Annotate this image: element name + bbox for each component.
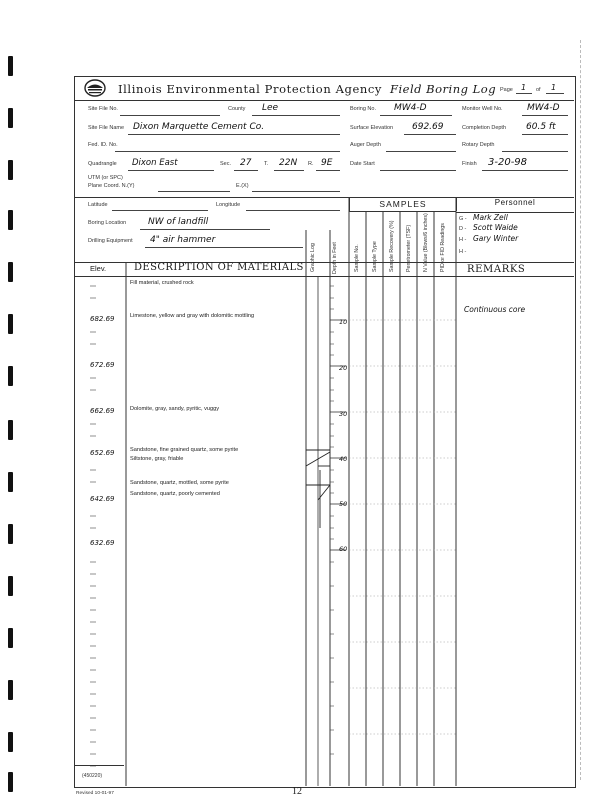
site-file-no-label: Site File No. [88,106,118,112]
page-of-label: of [536,87,541,93]
revised-date: Revised 10-01-97 [76,791,114,796]
depth-label: 20 [339,364,348,372]
page-number-footer: 12 [292,786,302,797]
personnel-header: Personnel [494,198,536,207]
depth-label: 60 [339,545,348,553]
site-name-value: Dixon Marquette Cement Co. [133,122,265,132]
t-label: T. [264,161,269,167]
drilling-equipment-value: 4" air hammer [150,235,216,245]
remarks-header: REMARKS [467,264,526,275]
graphic-log-header: Graphic Log [310,243,316,272]
description-header: DESCRIPTION OF MATERIALS [134,262,304,273]
date-start-label: Date Start [350,161,375,167]
fed-id-label: Fed. ID. No. [88,142,118,148]
personnel-name: Scott Waide [473,223,518,232]
site-name-label: Site File Name [88,125,125,131]
depth-header: Depth in Feet [332,242,338,274]
agency-name: Illinois Environmental Protection Agency [118,82,383,96]
boring-location-label: Boring Location [88,220,127,226]
r-label: R. [308,161,314,167]
boring-location-value: NW of landfill [148,217,209,227]
personnel-name: Gary Winter [473,234,519,243]
material-row: Fill material, crushed rock [130,280,194,286]
elevation-label: 672.69 [90,361,115,369]
longitude-label: Longitude [216,202,241,208]
sample-no-header: Sample No. [354,244,360,272]
personnel-name: Mark Zell [473,213,508,222]
n-value-header: N Value (Blows/6 inches) [423,213,429,272]
form-code: (450220) [82,773,103,779]
auger-depth-label: Auger Depth [350,142,381,148]
elevation-label: 632.69 [90,539,115,547]
finish-value: 3-20-98 [488,157,528,168]
page-label: Page [500,87,513,93]
boring-no-label: Boring No. [350,106,376,112]
plane-coord-label: Plane Coord. N.(Y) [88,183,135,189]
material-row: Sandstone, fine grained quartz, some pyrite [130,447,239,453]
county-value: Lee [262,103,279,113]
personnel-code: H - [459,237,467,243]
r-value: 9E [321,158,333,168]
surface-elev-label: Surface Elevation [350,125,394,131]
utm-label: UTM (or SPC) [88,175,123,181]
depth-label: 50 [339,500,348,508]
pid-header: PID or FID Readings [440,223,446,272]
t-value: 22N [279,158,298,168]
depth-label: 10 [339,318,348,326]
completion-depth-label: Completion Depth [462,125,507,131]
personnel-code: H - [459,249,467,255]
drilling-equipment-label: Drilling Equipment [88,238,133,244]
elevation-label: 642.69 [90,495,115,503]
material-row: Sandstone, quartz, poorly cemented [130,491,220,497]
sample-type-header: Sample Type [372,241,378,272]
county-label: County [228,106,246,112]
page-number: 1 [521,83,527,92]
rotary-depth-label: Rotary Depth [462,142,495,148]
sample-recovery-header: Sample Recovery (%) [389,220,395,272]
elevation-label: 682.69 [90,315,115,323]
personnel-code: D - [459,226,467,232]
monitor-well-value: MW4-D [527,103,560,113]
elevation-label: 662.69 [90,407,115,415]
material-row: Limestone, yellow and gray with dolomitic mottling [130,313,255,319]
boring-no-value: MW4-D [394,103,427,113]
monitor-well-label: Monitor Well No. [462,106,503,112]
personnel-code: G - [459,216,467,222]
material-row: Dolomite, gray, sandy, pyritic, vuggy [130,406,220,412]
depth-label: 40 [339,455,348,463]
sec-label: Sec. [220,161,232,167]
elevation-label: 652.69 [90,449,115,457]
samples-header: SAMPLES [349,197,457,211]
latitude-label: Latitude [88,202,108,208]
quadrangle-value: Dixon East [132,158,178,168]
completion-depth-value: 60.5 ft [526,122,556,132]
remarks-text: Continuous core [464,305,526,314]
quadrangle-label: Quadrangle [88,161,117,167]
elev-header: Elev. [90,264,107,273]
page-total: 1 [551,83,557,92]
penetrometer-header: Penetrometer (TSF) [406,224,412,272]
sec-value: 27 [240,158,252,168]
material-row: Sandstone, quartz, mottled, some pyrite [130,480,229,486]
surface-elev-value: 692.69 [412,122,444,132]
depth-label: 30 [339,410,348,418]
finish-label: Finish [462,161,477,167]
form-title: Field Boring Log [390,82,497,96]
e-coord-label: E.(X) [236,183,249,189]
material-row: Siltstone, gray, friable [130,456,184,462]
